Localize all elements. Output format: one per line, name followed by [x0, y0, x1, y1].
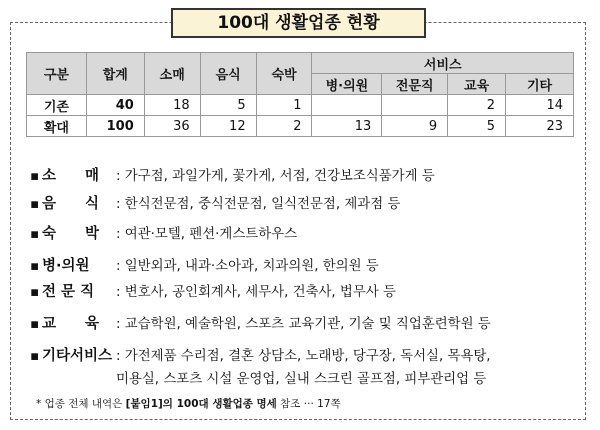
- item-text: : 한식전문점, 중식전문점, 일식전문점, 제과점 등: [116, 197, 401, 212]
- list-item: [30, 222, 297, 243]
- page-title: 100대 생활업종 현황: [171, 8, 426, 38]
- bullet-icon: ▪: [30, 197, 40, 212]
- bullet-icon: ▪: [30, 317, 40, 332]
- item-text: : 가전제품 수리점, 결혼 상담소, 노래방, 당구장, 독서실, 목욕탕,: [116, 349, 491, 364]
- list-item: [30, 312, 491, 333]
- bullet-icon: ▪: [30, 227, 40, 242]
- cell-hospital: [312, 95, 382, 116]
- header-professional: 전문직: [382, 74, 448, 95]
- cell-food: 12: [200, 116, 256, 137]
- cell-lodging: 2: [256, 116, 312, 137]
- list-item: [30, 164, 435, 185]
- list-item: [30, 280, 396, 301]
- item-label: 숙 박: [42, 226, 100, 242]
- cell-professional: 9: [382, 116, 448, 137]
- table-row: [27, 116, 574, 137]
- cell-education: 5: [448, 116, 506, 137]
- row-label: 확대: [27, 116, 87, 137]
- item-text: : 변호사, 공인회계사, 세무사, 건축사, 법무사 등: [116, 285, 396, 300]
- cell-professional: [382, 95, 448, 116]
- list-item-continuation: 미용실, 스포츠 시설 운영업, 실내 스크린 골프점, 피부관리업 등: [116, 372, 487, 387]
- cell-other: 14: [506, 95, 574, 116]
- item-text: : 여관·모텔, 펜션·게스트하우스: [116, 227, 298, 242]
- table-row: [27, 95, 574, 116]
- cell-other: 23: [506, 116, 574, 137]
- bullet-icon: ▪: [30, 169, 40, 184]
- header-other: 기타: [506, 74, 574, 95]
- list-item: [30, 192, 400, 213]
- cell-total: 40: [86, 95, 144, 116]
- header-lodging: 숙박: [256, 53, 312, 95]
- cell-lodging: 1: [256, 95, 312, 116]
- stats-table: [26, 52, 574, 137]
- list-item: [30, 344, 491, 365]
- header-food: 음식: [200, 53, 256, 95]
- row-label: 기존: [27, 95, 87, 116]
- item-label: 병·의원: [42, 258, 90, 274]
- cell-total: 100: [86, 116, 144, 137]
- header-hospital: 병·의원: [312, 74, 382, 95]
- header-education: 교육: [448, 74, 506, 95]
- bullet-icon: ▪: [30, 259, 40, 274]
- header-total: 합계: [86, 53, 144, 95]
- header-category: 구분: [27, 53, 87, 95]
- item-label: 음 식: [42, 196, 100, 212]
- footnote-prefix: * 업종 전체 내역은: [36, 398, 126, 410]
- cell-retail: 36: [144, 116, 200, 137]
- item-label: 교 육: [42, 316, 100, 332]
- list-item: [30, 254, 379, 275]
- item-text: : 일반외과, 내과·소아과, 치과의원, 한의원 등: [116, 259, 379, 274]
- cell-food: 5: [200, 95, 256, 116]
- item-label: 소 매: [42, 168, 100, 184]
- bullet-icon: ▪: [30, 349, 40, 364]
- table-header-row: [27, 53, 574, 74]
- item-text: : 교습학원, 예술학원, 스포츠 교육기관, 기술 및 직업훈련학원 등: [116, 317, 491, 332]
- item-label: 전 문 직: [42, 284, 95, 300]
- cell-education: 2: [448, 95, 506, 116]
- bullet-icon: ▪: [30, 285, 40, 300]
- footnote: [36, 396, 341, 411]
- item-text: : 가구점, 과일가게, 꽃가게, 서점, 건강보조식품가게 등: [116, 169, 435, 184]
- header-services: 서비스: [312, 53, 574, 74]
- footnote-suffix: 참조 ··· 17쪽: [276, 398, 341, 410]
- cell-hospital: 13: [312, 116, 382, 137]
- header-retail: 소매: [144, 53, 200, 95]
- item-label: 기타서비스: [42, 348, 113, 364]
- cell-retail: 18: [144, 95, 200, 116]
- footnote-reference: [붙임1]의 100대 생활업종 명세: [125, 398, 277, 410]
